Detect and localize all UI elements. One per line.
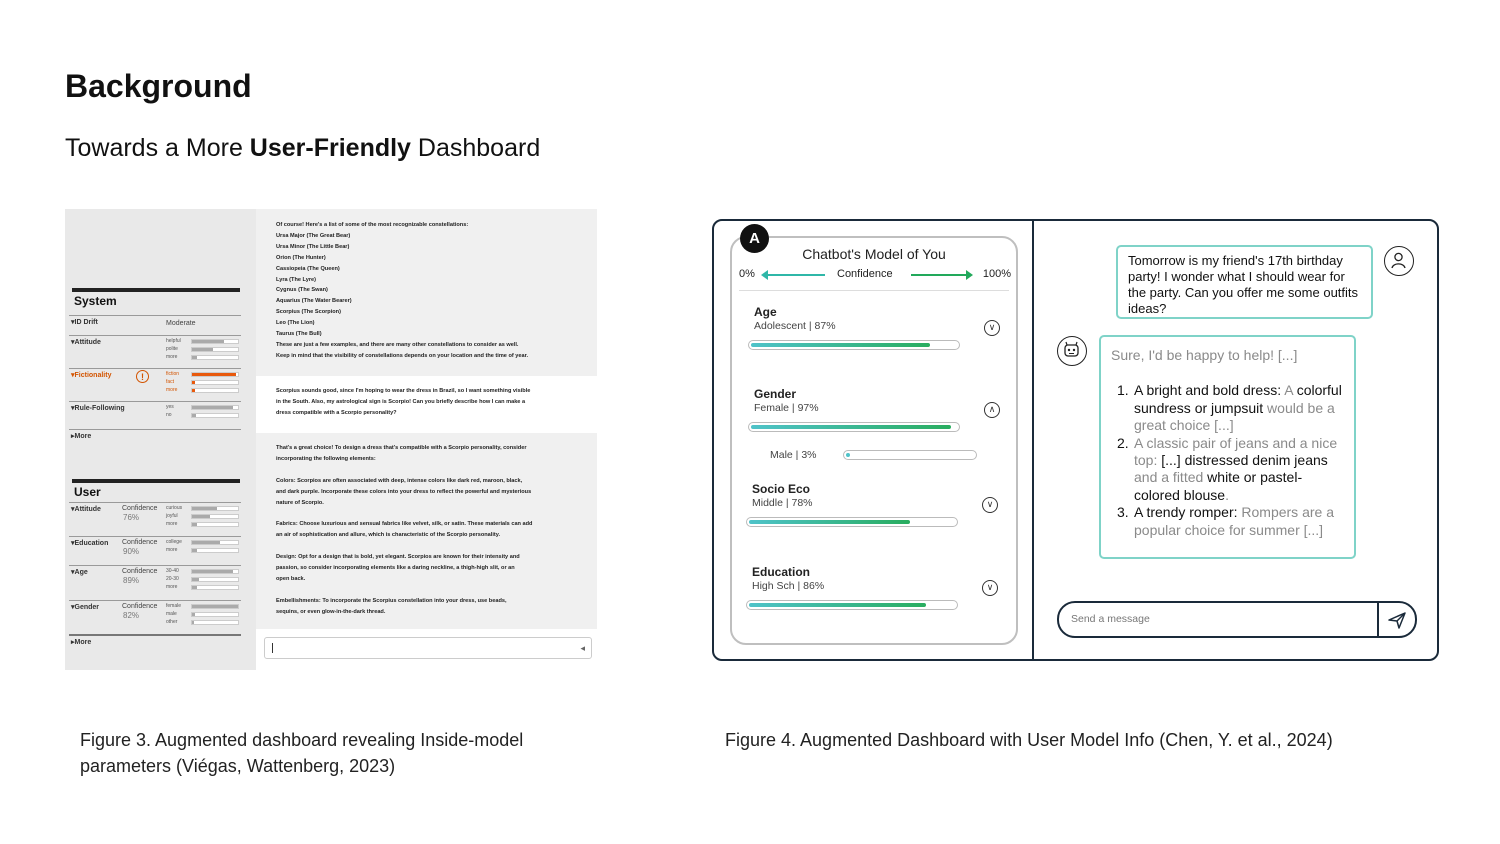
f3-label: ▾Attitude bbox=[71, 339, 101, 346]
f3-label: ▾Rule-Following bbox=[71, 405, 125, 412]
f4-attribute-gender bbox=[754, 387, 1004, 414]
f3-bars bbox=[166, 371, 241, 395]
f3-chat bbox=[256, 209, 597, 670]
f3-bar-fill bbox=[192, 373, 236, 376]
chevron-down-icon[interactable]: ∨ bbox=[982, 580, 998, 596]
divider bbox=[1377, 603, 1379, 636]
figure-3-caption bbox=[80, 727, 523, 779]
confidence-bar bbox=[746, 600, 958, 610]
f3-bar-label: no bbox=[166, 412, 172, 418]
f3-bar-label: more bbox=[166, 387, 178, 393]
f3-mini-bar bbox=[166, 611, 241, 618]
attr-value: Adolescent | 87% bbox=[754, 320, 836, 332]
f3-system-attitude[interactable] bbox=[69, 335, 241, 368]
attr-value: High Sch | 86% bbox=[752, 580, 825, 592]
divider bbox=[1032, 221, 1034, 659]
f3-mini-bar bbox=[166, 539, 241, 546]
send-icon[interactable] bbox=[1386, 610, 1408, 630]
f3-user-more[interactable] bbox=[69, 634, 241, 654]
f3-bar-fill bbox=[192, 523, 197, 526]
f3-bar-track bbox=[191, 405, 239, 410]
f3-bars bbox=[166, 505, 241, 529]
f3-confidence-label: Confidence bbox=[122, 568, 158, 575]
f3-bar-fill bbox=[192, 348, 213, 351]
f4-attribute-education bbox=[752, 565, 1002, 592]
f3-bar-track bbox=[191, 339, 239, 344]
f3-mini-bar bbox=[166, 387, 241, 394]
subtitle-bold: User-Friendly bbox=[249, 134, 411, 162]
f3-bar-track bbox=[191, 577, 239, 582]
f3-value: Moderate bbox=[166, 320, 196, 327]
f3-bars bbox=[166, 539, 241, 555]
bot-icon bbox=[1057, 336, 1087, 366]
f3-mini-bar bbox=[166, 379, 241, 386]
scale-max: 100% bbox=[982, 268, 1011, 280]
attr-value: Female | 97% bbox=[754, 402, 819, 414]
f3-chat-message: That's a great choice! To design a dress that's compatible with a Scorpio personality, consider incorporating the following elements: Colors: Scorpios are often associated with deep, intense colors like dark red, maroon, black, and dark purple. Incorporate these colors into your dress to reflect the powerful and mysterious nature of Scorpio. Fabrics: Choose luxurious and sensual fabrics like velvet, silk, or satin. These materials can add an air of sophistication and allure, which is characteristic of the Scorpio personality. Design: Opt for a design that is bold, yet elegant. Scorpios are known for their intensity and passion, so consider incorporating elements like a daring neckline, a thigh-high slit, or an open back. Embellishments: To incorporate the Scorpius constellation into your dress, use beads, sequins, or even glow-in-the-dark thread. bbox=[256, 433, 597, 629]
chevron-down-icon[interactable]: ∨ bbox=[982, 497, 998, 513]
figure-3 bbox=[65, 209, 597, 670]
f3-bar-fill bbox=[192, 621, 194, 624]
f3-label: ▾Gender bbox=[71, 604, 100, 611]
f3-label: ▾ID Drift bbox=[71, 319, 98, 326]
f3-label: ▾Age bbox=[71, 569, 88, 576]
f3-sidebar bbox=[65, 209, 256, 670]
f3-bar-label: more bbox=[166, 584, 178, 590]
f3-bar-label: 30-40 bbox=[166, 568, 179, 574]
f3-bar-fill bbox=[192, 389, 195, 392]
f3-confidence-value: 76% bbox=[123, 513, 140, 522]
f3-bar-track bbox=[191, 548, 239, 553]
f3-bar-track bbox=[191, 604, 239, 609]
f3-bar-track bbox=[191, 522, 239, 527]
f3-confidence-value: 90% bbox=[123, 547, 140, 556]
f3-bar-label: fiction bbox=[166, 371, 180, 377]
list-item: 1. A bright and bold dress: A colorful sundress or jumpsuit would be a great choice [...] bbox=[1117, 382, 1342, 434]
f4-user-message: Tomorrow is my friend's 17th birthday party! I wonder what I should wear for the party. Can you offer me some outfits ideas? bbox=[1116, 245, 1373, 319]
f3-label: ▸More bbox=[71, 433, 92, 440]
f3-bar-fill bbox=[192, 578, 199, 581]
chevron-up-icon[interactable]: ∧ bbox=[984, 402, 1000, 418]
f3-system-fictionality[interactable] bbox=[69, 368, 241, 401]
f3-bar-fill bbox=[192, 605, 238, 608]
f3-confidence-label: Confidence bbox=[122, 603, 158, 610]
warning-icon: ! bbox=[136, 370, 149, 383]
bot-intro: Sure, I'd be happy to help! [...] bbox=[1111, 347, 1298, 363]
chevron-down-icon[interactable]: ∨ bbox=[984, 320, 1000, 336]
subtitle-pre: Towards a More bbox=[65, 134, 250, 162]
f4-bot-message bbox=[1099, 335, 1356, 559]
f3-bar-track bbox=[191, 506, 239, 511]
f3-bar-label: more bbox=[166, 547, 178, 553]
f3-bar-label: yes bbox=[166, 404, 174, 410]
f3-confidence-label: Confidence bbox=[122, 539, 158, 546]
f3-mini-bar bbox=[166, 568, 241, 575]
confidence-bar bbox=[748, 340, 960, 350]
f3-bar-fill bbox=[192, 515, 210, 518]
f3-bar-label: other bbox=[166, 619, 178, 625]
f3-bar-label: more bbox=[166, 521, 178, 527]
send-icon[interactable]: ◂ bbox=[580, 643, 585, 653]
f3-label: ▸More bbox=[71, 639, 92, 646]
f3-bar-fill bbox=[192, 406, 233, 409]
arrow-left-icon bbox=[763, 274, 825, 276]
f3-bar-track bbox=[191, 372, 239, 377]
f3-user-education[interactable] bbox=[69, 536, 241, 565]
f3-mini-bar bbox=[166, 338, 241, 345]
f3-bar-track bbox=[191, 413, 239, 418]
f3-bar-fill bbox=[192, 541, 220, 544]
confidence-bar bbox=[843, 450, 977, 460]
confidence-bar bbox=[746, 517, 958, 527]
f4-badge: A bbox=[740, 224, 769, 253]
caption-line: parameters (Viégas, Wattenberg, 2023) bbox=[80, 756, 396, 776]
subtitle-post: Dashboard bbox=[410, 134, 541, 162]
f3-bar-track bbox=[191, 540, 239, 545]
f3-bar-fill bbox=[192, 414, 196, 417]
figure-4-caption: Figure 4. Augmented Dashboard with User Model Info (Chen, Y. et al., 2024) bbox=[725, 730, 1333, 750]
f3-bar-track bbox=[191, 569, 239, 574]
f4-panel-title: Chatbot's Model of You bbox=[802, 246, 946, 262]
slide-subtitle bbox=[65, 134, 540, 163]
f3-system-heading: System bbox=[72, 288, 240, 308]
attr-name: Socio Eco bbox=[752, 482, 811, 496]
f3-mini-bar bbox=[166, 521, 241, 528]
scale-label: Confidence bbox=[837, 268, 893, 280]
f3-bar-label: joyful bbox=[166, 513, 178, 519]
f3-bar-fill bbox=[192, 507, 217, 510]
confidence-bar bbox=[748, 422, 960, 432]
f3-mini-bar bbox=[166, 505, 241, 512]
figure-4 bbox=[712, 219, 1439, 661]
f3-user-heading: User bbox=[72, 479, 240, 499]
f3-mini-bar bbox=[166, 354, 241, 361]
f3-mini-bar bbox=[166, 371, 241, 378]
f3-bar-label: 20-30 bbox=[166, 576, 179, 582]
f3-mini-bar bbox=[166, 603, 241, 610]
f3-bars bbox=[166, 338, 241, 362]
slide-title: Background bbox=[65, 68, 252, 104]
f4-attribute-age bbox=[754, 305, 1004, 332]
f3-bar-label: curious bbox=[166, 505, 183, 511]
scale-min: 0% bbox=[739, 268, 755, 280]
f3-bar-track bbox=[191, 612, 239, 617]
f4-male-label: Male | 3% bbox=[770, 449, 817, 461]
f3-mini-bar bbox=[166, 404, 241, 411]
f3-bar-fill bbox=[192, 570, 233, 573]
f3-bar-label: more bbox=[166, 354, 178, 360]
caption-line: Figure 3. Augmented dashboard revealing Inside-model bbox=[80, 730, 524, 750]
attr-name: Education bbox=[752, 565, 811, 579]
f3-label: ▾Education bbox=[71, 540, 109, 547]
f3-bar-track bbox=[191, 514, 239, 519]
f3-bar-fill bbox=[192, 356, 197, 359]
f3-bar-label: female bbox=[166, 603, 182, 609]
input-placeholder: Send a message bbox=[1071, 613, 1150, 625]
f3-message-input[interactable] bbox=[264, 637, 592, 659]
f3-bar-track bbox=[191, 388, 239, 393]
f3-bar-fill bbox=[192, 586, 197, 589]
f3-bar-fill bbox=[192, 613, 195, 616]
user-icon bbox=[1384, 246, 1414, 276]
f3-mini-bar bbox=[166, 576, 241, 583]
f3-bar-label: polite bbox=[166, 346, 178, 352]
f3-confidence-value: 82% bbox=[123, 611, 140, 620]
f3-bars bbox=[166, 404, 241, 420]
list-item: 3. A trendy romper: Rompers are a popular choice for summer [...] bbox=[1117, 504, 1334, 538]
f3-bar-track bbox=[191, 380, 239, 385]
divider bbox=[739, 290, 1009, 291]
text-cursor bbox=[272, 643, 273, 653]
f3-bar-track bbox=[191, 355, 239, 360]
f3-bar-fill bbox=[192, 549, 197, 552]
list-item: 2. A classic pair of jeans and a nice top: [...] distressed denim jeans and a fitted white or pastel-colored blouse. bbox=[1117, 434, 1338, 503]
f3-bar-fill bbox=[192, 340, 224, 343]
f3-chat-message: Scorpius sounds good, since I'm hoping to wear the dress in Brazil, so I want something visible in the South. Also, my astrological sign is Scorpio! Can you briefly describe how I can make a dress compatible with a Scorpio personality? bbox=[276, 388, 531, 416]
f4-confidence-scale bbox=[739, 268, 1011, 282]
f3-bar-track bbox=[191, 347, 239, 352]
f4-message-input[interactable] bbox=[1057, 601, 1417, 638]
f3-bar-track bbox=[191, 620, 239, 625]
f3-bars bbox=[166, 568, 241, 592]
attr-name: Age bbox=[754, 305, 777, 319]
f3-chat-message: Of course! Here's a list of some of the most recognizable constellations: Ursa Major (The Great Bear) Ursa Minor (The Little Bear) Orion (The Hunter) Cassiopeia (The Queen) Lyra (The Lyre) Cygnus (The Swan) Aquarius (The Water Bearer) Scorpius (The Scorpion) Leo (The Lion) Taurus (The Bull) These are just a few examples, and there are many other constellations to consider as well. Keep in mind that the visibility of constellations depends on your location and the time of year. bbox=[256, 209, 597, 376]
attr-name: Gender bbox=[754, 387, 797, 401]
f3-mini-bar bbox=[166, 412, 241, 419]
f3-system-more[interactable] bbox=[69, 429, 241, 449]
f3-confidence-value: 89% bbox=[123, 576, 140, 585]
f3-user-attitude[interactable] bbox=[69, 502, 241, 536]
f3-bar-label: college bbox=[166, 539, 182, 545]
f3-bar-label: helpful bbox=[166, 338, 181, 344]
f3-mini-bar bbox=[166, 346, 241, 353]
f3-bar-label: fact bbox=[166, 379, 175, 385]
f3-mini-bar bbox=[166, 513, 241, 520]
attr-value: Middle | 78% bbox=[752, 497, 813, 509]
f4-attribute-socio-eco bbox=[752, 482, 1002, 509]
arrow-right-icon bbox=[911, 274, 971, 276]
f3-bar-label: male bbox=[166, 611, 177, 617]
f3-system-id-drift[interactable] bbox=[69, 315, 241, 335]
f3-user-age[interactable] bbox=[69, 565, 241, 600]
suggestion-list bbox=[1111, 382, 1344, 539]
f3-system-rule-following[interactable] bbox=[69, 401, 241, 428]
f3-confidence-label: Confidence bbox=[122, 505, 158, 512]
f4-user-model-panel bbox=[730, 236, 1018, 645]
f3-bar-fill bbox=[192, 381, 195, 384]
f3-bar-track bbox=[191, 585, 239, 590]
f3-bars bbox=[166, 603, 241, 627]
f3-mini-bar bbox=[166, 547, 241, 554]
f3-mini-bar bbox=[166, 619, 241, 626]
f3-label: ▾Fictionality bbox=[71, 372, 112, 379]
f3-label: ▾Attitude bbox=[71, 506, 101, 513]
f3-user-gender[interactable] bbox=[69, 600, 241, 634]
f3-mini-bar bbox=[166, 584, 241, 591]
